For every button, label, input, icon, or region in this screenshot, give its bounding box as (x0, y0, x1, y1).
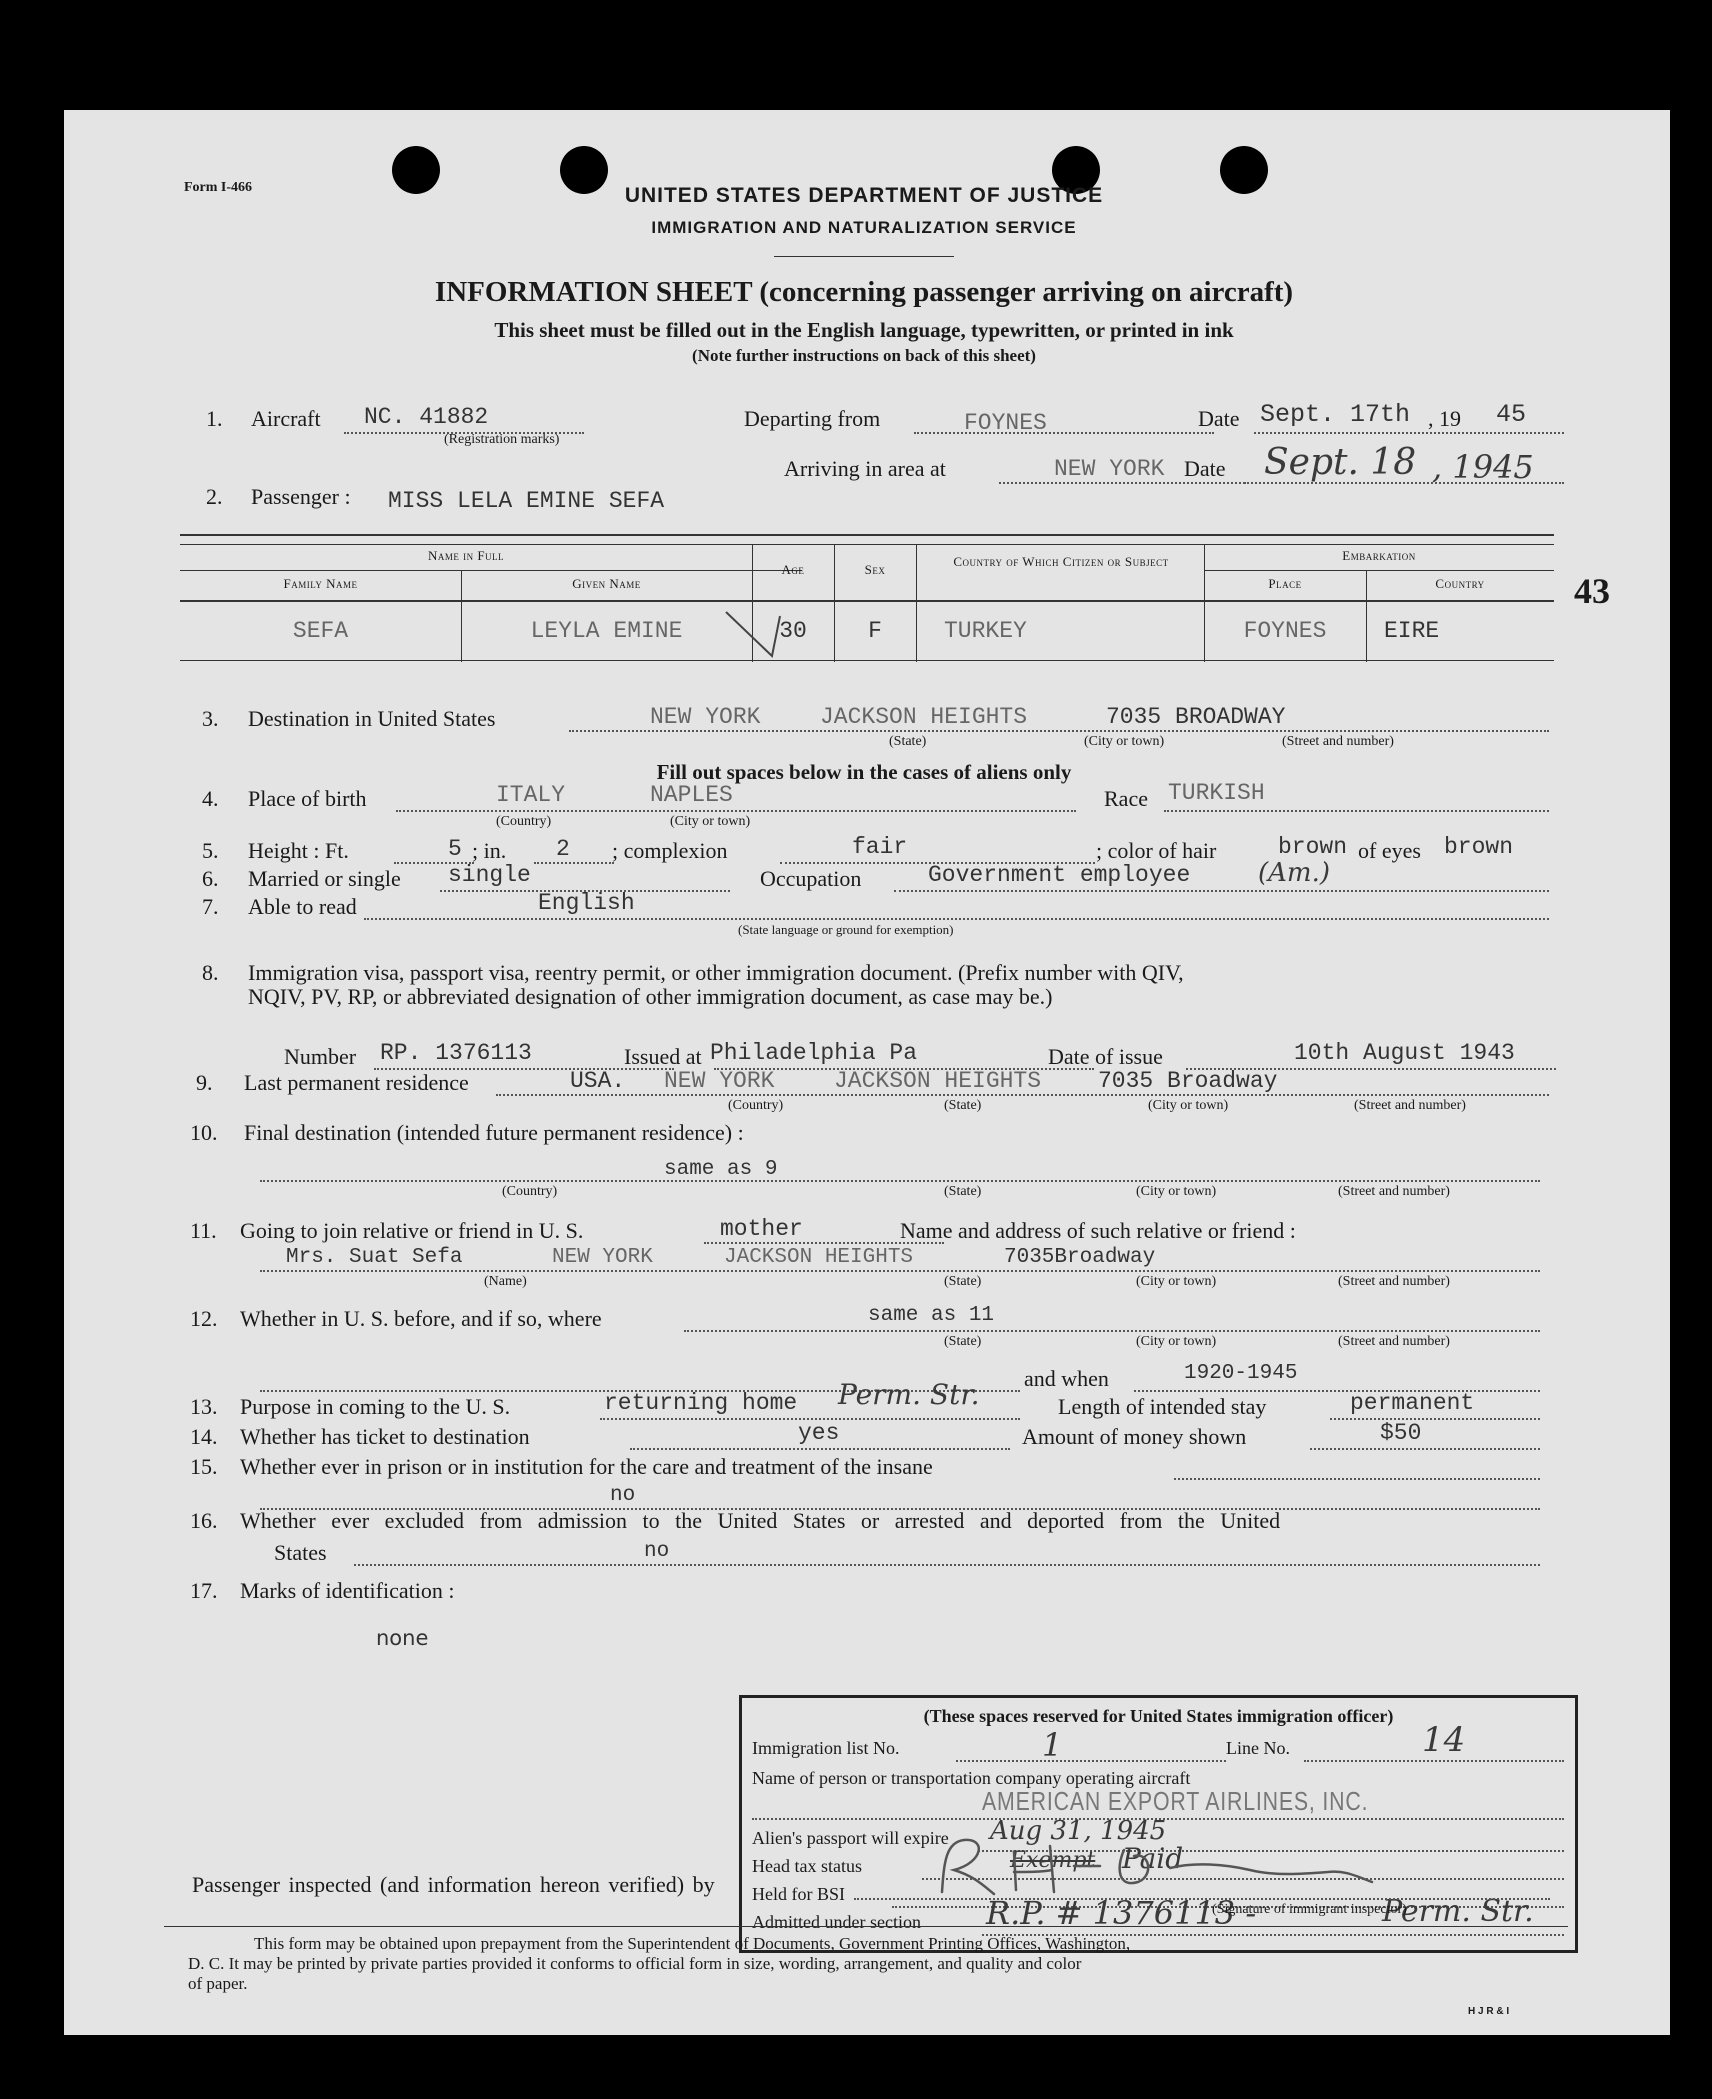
doc-number-value: RP. 1376113 (380, 1040, 532, 1066)
read-label: Able to read (248, 894, 357, 919)
header-family-name: Family Name (283, 576, 358, 591)
occupation-value: Government employee (928, 862, 1191, 888)
relative-state: NEW YORK (552, 1246, 653, 1269)
sheet-title: INFORMATION SHEET (concerning passenger arriving on aircraft) (434, 276, 1294, 308)
stay-value: permanent (1350, 1390, 1475, 1416)
residence-label: Last permanent residence (244, 1070, 469, 1095)
cell-given-name: LEYLA EMINE (530, 618, 683, 644)
depart-date-value: Sept. 17th (1260, 400, 1411, 429)
item-number: 9. (196, 1070, 213, 1095)
admitted-value: R.P. # 1376113 - (986, 1894, 1257, 1932)
height-in-line (534, 862, 614, 864)
item-number: 6. (202, 866, 219, 891)
caption-state: (State) (944, 1098, 982, 1113)
read-caption: (State language or ground for exemption) (738, 922, 954, 937)
header-country-citizen: Country of Which Citizen or Subject (953, 554, 1169, 569)
race-value: TURKISH (1168, 780, 1265, 806)
check-mark (724, 604, 784, 664)
header-sex: Sex (864, 562, 886, 577)
relative-label: Going to join relative or friend in U. S. (240, 1218, 584, 1243)
item-number: 1. (206, 406, 223, 431)
complexion-label: ; complexion (612, 838, 728, 863)
residence-line (496, 1094, 1549, 1096)
ticket-label: Whether has ticket to destination (240, 1424, 530, 1449)
cell-citizen: TURKEY (944, 618, 1027, 644)
occupation-line (894, 890, 1549, 892)
marks-value: none (376, 1626, 429, 1650)
issue-date-value: 10th August 1943 (1294, 1040, 1515, 1066)
read-line (364, 918, 1549, 920)
item-number: 16. (190, 1508, 218, 1533)
caption-state: (State) (944, 1184, 982, 1199)
destination-state: NEW YORK (650, 704, 761, 730)
header-embarkation: Embarkation (1342, 548, 1416, 563)
caption-name: (Name) (484, 1274, 527, 1289)
header-given-name: Given Name (572, 576, 641, 591)
destination-city: JACKSON HEIGHTS (820, 704, 1028, 730)
list-line (956, 1760, 1226, 1762)
marital-label: Married or single (248, 866, 401, 891)
inspector-signature (924, 1832, 1384, 1902)
item-number: 13. (190, 1394, 218, 1419)
relative-value: mother (720, 1216, 803, 1242)
caption-street: (Street and number) (1354, 1098, 1466, 1113)
item-number: 7. (202, 894, 219, 919)
passenger-label: Passenger : (251, 484, 351, 509)
prison-line (1174, 1478, 1540, 1480)
caption-city: (City or town) (1136, 1334, 1217, 1349)
list-label: Immigration list No. (752, 1738, 900, 1758)
purpose-value: returning home (604, 1390, 798, 1416)
item-number: 3. (202, 706, 219, 731)
residence-city: JACKSON HEIGHTS (834, 1068, 1042, 1094)
line-line (1304, 1760, 1564, 1762)
hair-value: brown (1278, 834, 1348, 860)
destination-line (569, 730, 1549, 732)
height-in-label: ; in. (472, 838, 507, 863)
hair-label: ; color of hair (1096, 838, 1217, 863)
passenger-value: MISS LELA EMINE SEFA (388, 488, 665, 514)
cell-sex: F (868, 618, 882, 644)
doc-number-label: Number (284, 1044, 357, 1069)
caption-city: (City or town) (1136, 1184, 1217, 1199)
tax-struck: Exempt (1010, 1848, 1096, 1873)
list-value: 1 (1042, 1726, 1063, 1764)
printer-mark: H J R & I (1468, 2006, 1510, 2017)
footer-line-2: D. C. It may be printed by private parties provided it conforms to official form in size, wording, arrangement, and quality and color (188, 1954, 1082, 1973)
departing-value: FOYNES (964, 410, 1047, 436)
item-number: 12. (190, 1306, 218, 1331)
margin-number: 43 (1574, 571, 1610, 611)
caption-street: (Street and number) (1338, 1334, 1450, 1349)
arrive-date-value: Sept. 18 (1264, 442, 1417, 483)
sheet-note: (Note further instructions on back of this sheet) (692, 346, 1036, 365)
money-line (1310, 1448, 1540, 1450)
ticket-value: yes (798, 1420, 840, 1446)
caption-state: (State) (889, 734, 927, 749)
aliens-heading: Fill out spaces below in the cases of aliens only (656, 760, 1072, 784)
prison-label: Whether ever in prison or in institution for the care and treatment of the insane (240, 1454, 933, 1479)
header-country: Country (1435, 576, 1485, 591)
arriving-label: Arriving in area at (784, 456, 946, 481)
final-destination-label: Final destination (intended future permanent residence) : (244, 1120, 744, 1145)
complexion-value: fair (852, 834, 908, 860)
company-label: Name of person or transportation company operating aircraft (752, 1768, 1191, 1788)
relative-city: JACKSON HEIGHTS (724, 1246, 914, 1269)
item-number: 14. (190, 1424, 218, 1449)
header-rule (774, 256, 954, 257)
eyes-label: of eyes (1358, 838, 1421, 863)
item-number: 11. (190, 1218, 217, 1243)
dept-name: UNITED STATES DEPARTMENT OF JUSTICE (624, 184, 1104, 207)
item-number: 5. (202, 838, 219, 863)
relative-street: 7035Broadway (1004, 1246, 1156, 1269)
form-sheet (64, 110, 1670, 2035)
excluded-line (354, 1564, 1540, 1566)
caption-country: (Country) (728, 1098, 784, 1113)
footer-line-3: of paper. (188, 1974, 248, 1993)
ticket-line (630, 1448, 1010, 1450)
when-value: 1920-1945 (1184, 1362, 1298, 1385)
tax-label: Head tax status (752, 1856, 862, 1876)
departing-line (914, 432, 1214, 434)
eyes-value: brown (1444, 834, 1514, 860)
excluded-text-1: Whether ever excluded from admission to the United States or arrested and deported from the United (240, 1508, 1281, 1533)
depart-date-label: Date (1198, 406, 1240, 431)
item-number: 4. (202, 786, 219, 811)
race-label: Race (1104, 786, 1148, 811)
inspected-label: Passenger inspected (and information hereon verified) by (192, 1872, 715, 1897)
birth-label: Place of birth (248, 786, 367, 811)
sheet-instruction: This sheet must be filled out in the English language, typewritten, or printed in ink (494, 318, 1234, 342)
caption-city: (City or town) (1148, 1098, 1229, 1113)
footer-line-1: This form may be obtained upon prepayment from the Superintendent of Documents, Government Printing Offices, Washington, (254, 1934, 1131, 1953)
arrive-year: , 1945 (1432, 448, 1534, 486)
line-label: Line No. (1226, 1738, 1290, 1758)
registration-caption: (Registration marks) (444, 432, 560, 447)
height-ft: 5 (448, 836, 462, 862)
before-value: same as 11 (868, 1304, 995, 1327)
relative-name-label: Name and address of such relative or friend : (900, 1218, 1296, 1243)
when-line (1134, 1390, 1540, 1392)
departing-label: Departing from (744, 406, 881, 431)
footer-rule (164, 1926, 1568, 1927)
before-label: Whether in U. S. before, and if so, where (240, 1306, 602, 1331)
issued-value: Philadelphia Pa (710, 1040, 918, 1066)
race-line (1164, 810, 1549, 812)
caption-state: (State) (944, 1274, 982, 1289)
stay-label: Length of intended stay (1058, 1394, 1267, 1419)
marks-label: Marks of identification : (240, 1578, 455, 1603)
occupation-label: Occupation (760, 866, 862, 891)
final-destination-line (260, 1180, 1540, 1182)
final-destination-value: same as 9 (664, 1158, 778, 1181)
admitted-label: Admitted under section (752, 1912, 921, 1932)
item-number: 2. (206, 484, 223, 509)
money-value: $50 (1380, 1420, 1422, 1446)
excluded-value: no (644, 1540, 670, 1563)
destination-street: 7035 BROADWAY (1106, 704, 1286, 730)
depart-date-line (1254, 432, 1564, 434)
item-number: 15. (190, 1454, 218, 1479)
cell-family-name: SEFA (292, 618, 349, 644)
when-label: and when (1024, 1366, 1109, 1391)
height-in: 2 (556, 836, 570, 862)
arriving-line (999, 482, 1249, 484)
money-label: Amount of money shown (1022, 1424, 1247, 1449)
item-number: 10. (190, 1120, 218, 1145)
line-value: 14 (1422, 1720, 1466, 1760)
document-text-1: Immigration visa, passport visa, reentry permit, or other immigration document. (Prefix number with QIV, (248, 960, 1184, 985)
birth-city: NAPLES (650, 782, 733, 808)
residence-country: USA. (570, 1068, 626, 1094)
officer-heading: (These spaces reserved for United States immigration officer) (923, 1706, 1394, 1726)
purpose-label: Purpose in coming to the U. S. (240, 1394, 511, 1419)
item-number: 17. (190, 1578, 218, 1603)
header-place: Place (1268, 576, 1302, 591)
birth-country: ITALY (496, 782, 566, 808)
stay-line (1330, 1418, 1540, 1420)
residence-street: 7035 Broadway (1098, 1068, 1278, 1094)
service-name: IMMIGRATION AND NATURALIZATION SERVICE (651, 218, 1077, 237)
tax-value: Paid (1122, 1842, 1184, 1875)
header-name-in-full: Name in Full (427, 548, 505, 563)
caption-city: (City or town) (1084, 734, 1165, 749)
caption-city: (City or town) (670, 814, 751, 829)
header-age: Age (781, 562, 805, 577)
item-number: 8. (202, 960, 219, 985)
height-label: Height : Ft. (248, 838, 349, 863)
caption-city: (City or town) (1136, 1274, 1217, 1289)
form-number: Form I-466 (184, 180, 253, 195)
relative-name: Mrs. Suat Sefa (286, 1246, 463, 1269)
cell-country: EIRE (1384, 618, 1440, 644)
caption-state: (State) (944, 1334, 982, 1349)
cell-place: FOYNES (1243, 618, 1327, 644)
bsi-label: Held for BSI (752, 1884, 845, 1904)
aircraft-label: Aircraft (251, 406, 321, 431)
purpose-note: Perm. Str. (838, 1378, 980, 1411)
aircraft-value: NC. 41882 (364, 404, 489, 430)
read-value: English (538, 890, 635, 916)
destination-label: Destination in United States (248, 706, 496, 731)
caption-street: (Street and number) (1338, 1274, 1450, 1289)
punch-hole (392, 146, 440, 194)
expire-label: Alien's passport will expire (752, 1828, 949, 1848)
occupation-note: (Am.) (1258, 858, 1330, 888)
issue-date-label: Date of issue (1048, 1044, 1163, 1069)
arriving-value: NEW YORK (1054, 456, 1165, 482)
birth-line (396, 810, 1076, 812)
arrive-date-label: Date (1184, 456, 1226, 481)
residence-state: NEW YORK (664, 1068, 775, 1094)
marital-value: single (448, 862, 531, 888)
caption-country: (Country) (502, 1184, 558, 1199)
cell-age: 30 (779, 618, 807, 644)
company-value: AMERICAN EXPORT AIRLINES, INC. (982, 1786, 1369, 1816)
admitted-note: Perm. Str. (1382, 1894, 1534, 1929)
before-line (684, 1330, 1540, 1332)
prison-value: no (610, 1484, 636, 1507)
caption-country: (Country) (496, 814, 552, 829)
expire-value: Aug 31, 1945 (990, 1816, 1167, 1846)
caption-street: (Street and number) (1282, 734, 1394, 749)
depart-year: 45 (1496, 400, 1527, 429)
punch-hole (1220, 146, 1268, 194)
issued-label: Issued at (624, 1044, 702, 1069)
caption-street: (Street and number) (1338, 1184, 1450, 1199)
relative-address-line (260, 1270, 1540, 1272)
excluded-text-2: States (274, 1540, 327, 1565)
signature-caption: (Signature of immigrant inspector) (1212, 1902, 1407, 1917)
officer-box (739, 1695, 1578, 1953)
depart-year-prefix: , 19 (1428, 406, 1461, 431)
document-text-2: NQIV, PV, RP, or abbreviated designation of other immigration document, as case may be.) (248, 984, 1053, 1009)
